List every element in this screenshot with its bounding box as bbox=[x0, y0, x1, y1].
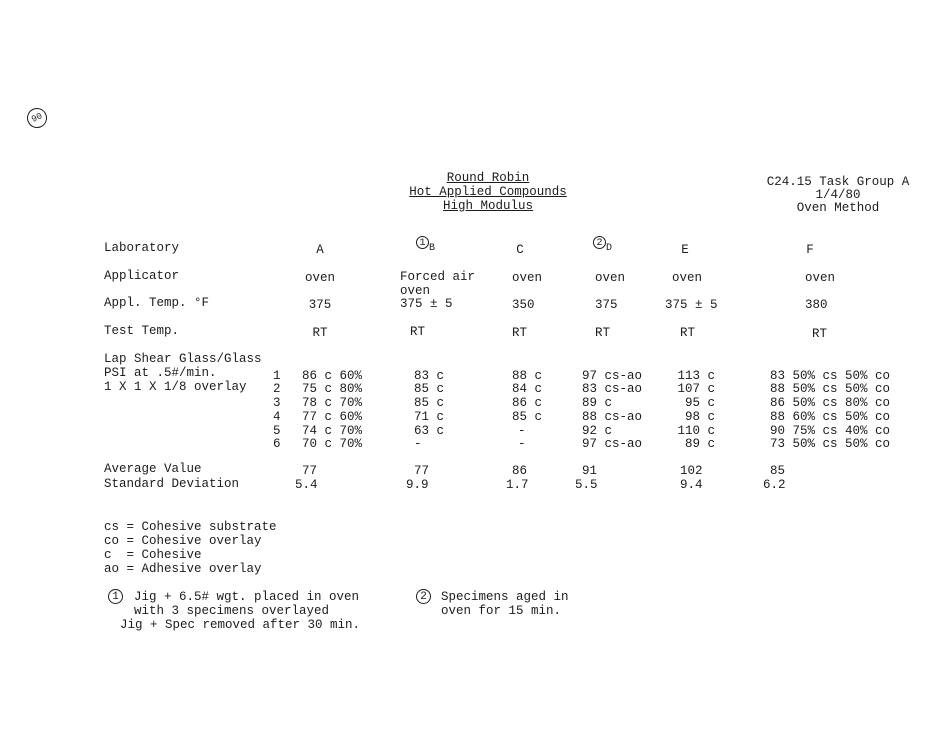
specimen-number: 6 bbox=[273, 437, 281, 451]
row-label-laboratory: Laboratory bbox=[104, 241, 180, 255]
lab-a-std-dev: 5.4 bbox=[295, 478, 318, 492]
lab-e-test-temp: RT bbox=[680, 326, 696, 340]
lab-d-value: 97 cs-ao bbox=[582, 437, 643, 451]
lab-e-value: 107 c bbox=[677, 382, 715, 396]
lab-c-name: C bbox=[516, 243, 524, 257]
lab-b-value: 85 c bbox=[414, 382, 445, 396]
lab-d-header bbox=[593, 236, 612, 256]
lab-e-value: 98 c bbox=[684, 410, 715, 424]
lab-c-value: 86 c bbox=[512, 396, 543, 410]
lab-a-appl-temp: 375 bbox=[308, 298, 332, 312]
specimen-number: 5 bbox=[273, 424, 281, 438]
title-line-2: Hot Applied Compounds bbox=[409, 185, 567, 199]
lab-d-value: 88 cs-ao bbox=[582, 410, 643, 424]
lab-a-applicator: oven bbox=[304, 271, 335, 285]
lab-f-value: 90 75% cs 40% co bbox=[770, 424, 891, 438]
task-group-label: C24.15 Task Group A bbox=[766, 175, 910, 189]
lab-f-applicator: oven bbox=[805, 271, 836, 285]
lab-b-value: 85 c bbox=[414, 396, 445, 410]
footnote-1-line: with 3 specimens overlayed bbox=[134, 604, 330, 618]
lab-d-appl-temp: 375 bbox=[595, 298, 618, 312]
lab-e-average: 102 bbox=[680, 464, 703, 478]
lab-b-header bbox=[416, 236, 435, 256]
lab-a-value: 78 c 70% bbox=[302, 396, 363, 410]
footnote-2-line: oven for 15 min. bbox=[441, 604, 562, 618]
legend-item: c = Cohesive bbox=[104, 548, 202, 562]
lab-c-test-temp: RT bbox=[512, 326, 528, 340]
legend-item: cs = Cohesive substrate bbox=[104, 520, 277, 534]
lab-e-value: 110 c bbox=[677, 424, 715, 438]
lab-c-appl-temp: 350 bbox=[512, 298, 535, 312]
lab-f-test-temp: RT bbox=[812, 327, 828, 341]
lab-d-value: 92 c bbox=[582, 424, 613, 438]
row-label-std-dev: Standard Deviation bbox=[104, 477, 240, 491]
lab-f-average: 85 bbox=[770, 464, 786, 478]
lab-c-value: 84 c bbox=[512, 382, 543, 396]
lab-b-applicator: Forced air oven bbox=[400, 270, 476, 298]
lab-d-value: 89 c bbox=[582, 396, 613, 410]
lab-b-value: 71 c bbox=[414, 410, 445, 424]
row-label-applicator: Applicator bbox=[104, 269, 180, 283]
lab-e-value: 89 c bbox=[684, 437, 715, 451]
lab-e-value: 95 c bbox=[684, 396, 715, 410]
lab-e-name: E bbox=[681, 243, 689, 257]
lab-e-std-dev: 9.4 bbox=[680, 478, 703, 492]
footnote-1-line: Jig + Spec removed after 30 min. bbox=[120, 618, 361, 632]
specimen-number: 4 bbox=[273, 410, 281, 424]
legend-item: ao = Adhesive overlay bbox=[104, 562, 262, 576]
lab-a-value: 77 c 60% bbox=[302, 410, 363, 424]
footnote-2-marker: 2 bbox=[416, 589, 431, 604]
lab-a-average: 77 bbox=[302, 464, 318, 478]
title-line-1: Round Robin bbox=[446, 171, 530, 185]
method-label: Oven Method bbox=[796, 201, 880, 215]
lab-d-value: 97 cs-ao bbox=[582, 369, 643, 383]
lab-c-value: - bbox=[518, 437, 526, 451]
footnote-1-marker: 1 bbox=[108, 589, 123, 604]
legend-item: co = Cohesive overlay bbox=[104, 534, 262, 548]
lab-c-value: 88 c bbox=[512, 369, 543, 383]
lab-f-value: 73 50% cs 50% co bbox=[770, 437, 891, 451]
row-label-psi: PSI at .5#/min. bbox=[104, 366, 217, 380]
lab-d-applicator: oven bbox=[595, 271, 626, 285]
lab-e-applicator: oven bbox=[672, 271, 703, 285]
lab-a-test-temp: RT bbox=[312, 326, 328, 340]
lab-d-average: 91 bbox=[582, 464, 598, 478]
footnote-2-line: Specimens aged in bbox=[441, 590, 569, 604]
lab-c-value: 85 c bbox=[512, 410, 543, 424]
lab-f-name: F bbox=[806, 243, 814, 257]
lab-f-value: 88 60% cs 50% co bbox=[770, 410, 891, 424]
lab-b-value: 83 c bbox=[414, 369, 445, 383]
lab-d-test-temp: RT bbox=[595, 326, 611, 340]
lab-f-value: 86 50% cs 80% co bbox=[770, 396, 891, 410]
page-number-mark: 90 bbox=[24, 105, 51, 132]
lab-a-value: 75 c 80% bbox=[302, 382, 363, 396]
specimen-number: 2 bbox=[273, 382, 281, 396]
footnote-1-line: Jig + 6.5# wgt. placed in oven bbox=[134, 590, 360, 604]
lab-e-value: 113 c bbox=[677, 369, 715, 383]
lab-b-value: 63 c bbox=[414, 424, 445, 438]
specimen-number: 1 bbox=[273, 369, 281, 383]
title-line-3: High Modulus bbox=[442, 199, 533, 213]
specimen-number: 3 bbox=[273, 396, 281, 410]
lab-c-applicator: oven bbox=[512, 271, 543, 285]
lab-e-appl-temp: 375 ± 5 bbox=[665, 298, 718, 312]
lab-d-name: D bbox=[606, 243, 613, 254]
row-label-test-temp: Test Temp. bbox=[104, 324, 180, 338]
lab-d-value: 83 cs-ao bbox=[582, 382, 643, 396]
row-label-average: Average Value bbox=[104, 462, 202, 476]
lab-f-value: 88 50% cs 50% co bbox=[770, 382, 891, 396]
row-label-overlay: 1 X 1 X 1/8 overlay bbox=[104, 380, 247, 394]
lab-f-std-dev: 6.2 bbox=[763, 478, 786, 492]
lab-f-appl-temp: 380 bbox=[805, 298, 828, 312]
lab-d-std-dev: 5.5 bbox=[575, 478, 598, 492]
lab-b-average: 77 bbox=[414, 464, 430, 478]
lab-b-test-temp: RT bbox=[410, 325, 426, 339]
row-label-lap-shear: Lap Shear Glass/Glass bbox=[104, 352, 262, 366]
footnote-marker-2: 2 bbox=[593, 236, 606, 249]
row-label-appl-temp: Appl. Temp. °F bbox=[104, 296, 210, 310]
lab-a-value: 86 c 60% bbox=[302, 369, 363, 383]
lab-b-name: B bbox=[429, 243, 436, 254]
lab-f-value: 83 50% cs 50% co bbox=[770, 369, 891, 383]
footnote-marker-1: 1 bbox=[416, 236, 429, 249]
lab-c-value: - bbox=[518, 424, 526, 438]
lab-b-appl-temp: 375 ± 5 bbox=[400, 297, 453, 311]
lab-a-name: A bbox=[316, 243, 324, 257]
lab-a-value: 74 c 70% bbox=[302, 424, 363, 438]
lab-a-value: 70 c 70% bbox=[302, 437, 363, 451]
document-date: 1/4/80 bbox=[815, 188, 861, 202]
lab-c-average: 86 bbox=[512, 464, 528, 478]
lab-b-std-dev: 9.9 bbox=[406, 478, 429, 492]
lab-c-std-dev: 1.7 bbox=[506, 478, 529, 492]
lab-b-value: - bbox=[414, 437, 422, 451]
